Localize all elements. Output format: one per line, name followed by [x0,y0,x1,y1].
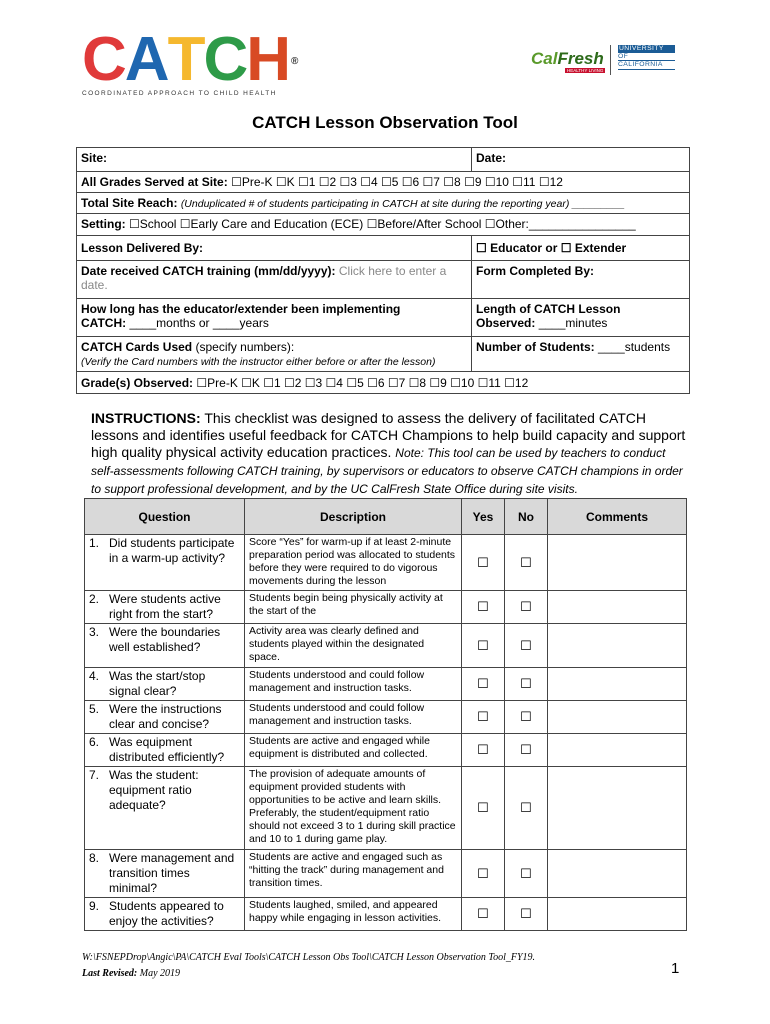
question-text: Were the instructions clear and concise? [109,702,222,731]
calfresh-fresh: Fresh [557,49,604,68]
description-cell: Students laughed, smiled, and appeared happy while engaging in lesson activities. [245,898,462,931]
question-cell [85,535,245,591]
question-number: 8. [89,851,100,865]
catch-logo [82,25,297,97]
setting-options[interactable]: ☐School ☐Early Care and Education (ECE) ☐Before/After School ☐Other:________________ [129,217,636,231]
comments-cell[interactable] [548,535,687,591]
lesson-delivered-label: Lesson Delivered By: [81,241,204,255]
logo-letter-h: H [246,25,289,94]
logo-letter-a: A [124,25,168,94]
lesson-delivered-field[interactable] [77,236,472,261]
question-text: Were management and transition times minimal? [109,851,235,895]
footer-file-path: W:\FSNEPDrop\Angic\PA\CATCH Eval Tools\CATCH Lesson Obs Tool\CATCH Lesson Observation Tool_FY19. [82,952,536,963]
comments-cell[interactable] [548,624,687,668]
yes-checkbox[interactable]: ☐ [462,535,505,591]
description-cell: Activity area was clearly defined and students played within the designated space. [245,624,462,668]
no-checkbox[interactable]: ☐ [505,898,548,931]
no-checkbox[interactable]: ☐ [505,624,548,668]
implementation-length-label: How long has the educator/extender been implementing [81,302,401,316]
description-cell: Students begin being physically activity at the start of the [245,591,462,624]
question-number: 5. [89,702,100,716]
training-date-placeholder[interactable]: Click here to enter a date. [81,264,447,292]
site-label: Site: [81,151,108,165]
last-revised-label: Last Revised: [82,968,138,979]
question-cell [85,701,245,734]
table-row [85,701,687,734]
educator-extender-field[interactable] [472,236,690,261]
cards-used-note: (Verify the Card numbers with the instructor either before or after the lesson) [81,356,436,368]
lesson-observed-label: Observed: [476,316,536,330]
footer [82,950,535,982]
description-cell: The provision of adequate amounts of equipment provided students with opportunities to be active and learn skills. Preferably, the student/equipment ratio should not exceed 3 to 1 during skill practice and 10 to 1 during game play. [245,767,462,850]
description-cell: Score “Yes” for warm-up if at least 2-minute preparation period was allocated to students before they were required to do vigorous movements during the lesson [245,535,462,591]
training-date-field[interactable] [77,261,472,299]
question-cell [85,734,245,767]
site-reach-note: (Unduplicated # of students participating in CATCH at site during the reporting year) _________ [180,198,625,210]
calfresh-badge: HEALTHY LIVING [567,68,604,73]
table-row [85,591,687,624]
last-revised-date: May 2019 [139,968,181,979]
date-field[interactable] [472,148,690,172]
site-info-table [76,147,690,394]
col-description: Description [245,499,462,535]
question-text: Was the student: equipment ratio adequate? [109,768,199,812]
calfresh-uc-logo [531,45,676,75]
table-row [85,767,687,850]
observation-checklist [84,498,687,931]
site-reach-label: Total Site Reach: [81,196,178,210]
grades-served-label: All Grades Served at Site: [81,175,228,189]
lesson-length-label: Length of CATCH Lesson [476,302,621,316]
logo-letter-c: C [82,25,125,94]
yes-checkbox[interactable]: ☐ [462,850,505,898]
comments-cell[interactable] [548,767,687,850]
comments-cell[interactable] [548,591,687,624]
yes-checkbox[interactable]: ☐ [462,898,505,931]
question-text: Students appeared to enjoy the activities? [109,899,224,928]
registered-mark: ® [291,56,297,67]
question-text: Was equipment distributed efficiently? [109,735,225,764]
question-number: 4. [89,669,100,683]
comments-cell[interactable] [548,668,687,701]
yes-checkbox[interactable]: ☐ [462,701,505,734]
grades-observed-label: Grade(s) Observed: [81,375,194,390]
description-cell: Students are active and engaged while equipment is distributed and collected. [245,734,462,767]
cards-used-sub: (specify numbers): [195,340,295,354]
question-cell [85,591,245,624]
logo-letter-c2: C [203,25,247,94]
implementation-length-fill[interactable]: ____months or ____years [129,316,269,330]
table-row [85,535,687,591]
uc-line-2: OF [618,53,675,62]
uc-line-3: CALIFORNIA [618,61,675,70]
implementation-length-field[interactable] [77,299,472,337]
calfresh-wordmark [531,49,604,69]
students-count-field[interactable] [472,337,690,372]
lesson-length-field[interactable] [472,299,690,337]
yes-checkbox[interactable]: ☐ [462,767,505,850]
question-number: 6. [89,735,100,749]
form-completed-label: Form Completed By: [476,264,595,278]
table-row [85,898,687,931]
date-label: Date: [476,151,507,165]
question-text: Were students active right from the start? [109,592,221,621]
question-number: 3. [89,625,100,639]
yes-checkbox[interactable]: ☐ [462,668,505,701]
col-comments: Comments [548,499,687,535]
question-text: Were the boundaries well established? [109,625,221,654]
comments-cell[interactable] [548,898,687,931]
no-checkbox[interactable]: ☐ [505,701,548,734]
educator-extender-options[interactable]: ☐ Educator or ☐ Extender [476,241,627,255]
site-field[interactable] [77,148,472,172]
cards-used-field[interactable] [77,337,472,372]
instructions [91,410,691,498]
grades-served-row[interactable] [77,172,690,193]
description-cell: Students are active and engaged such as “hitting the track” during management and transition times. [245,850,462,898]
logo-divider [610,45,611,75]
question-number: 1. [89,536,100,550]
no-checkbox[interactable]: ☐ [505,668,548,701]
catch-tagline: COORDINATED APPROACH TO CHILD HEALTH [82,90,277,97]
grades-observed-options[interactable]: ☐Pre-K ☐K ☐1 ☐2 ☐3 ☐4 ☐5 ☐6 ☐7 ☐8 ☐9 ☐10 ☐11 ☐12 [196,375,529,390]
table-row [85,850,687,898]
students-count-fill[interactable]: ____students [598,340,671,354]
setting-label: Setting: [81,217,126,231]
grades-observed-row[interactable] [77,372,690,394]
question-text: Was the start/stop signal clear? [109,669,206,698]
lesson-length-fill[interactable]: ____minutes [538,316,608,330]
logo-letter-t: T [167,25,204,94]
instructions-text: This checklist was designed to assess the delivery of facilitated CATCH lessons and identifies useful feedback for CATCH Champions to help build capacity and support high quality physical activity education practices. [91,410,686,460]
question-cell [85,668,245,701]
comments-cell[interactable] [548,734,687,767]
no-checkbox[interactable]: ☐ [505,850,548,898]
question-cell [85,624,245,668]
description-cell: Students understood and could follow management and instruction tasks. [245,701,462,734]
comments-cell[interactable] [548,701,687,734]
no-checkbox[interactable]: ☐ [505,591,548,624]
no-checkbox[interactable]: ☐ [505,767,548,850]
calfresh-cal: Cal [531,49,558,68]
question-number: 7. [89,768,100,782]
question-number: 2. [89,592,100,606]
col-yes: Yes [462,499,505,535]
yes-checkbox[interactable]: ☐ [462,734,505,767]
question-cell [85,767,245,850]
implementation-catch-label: CATCH: [81,316,127,330]
question-cell [85,898,245,931]
table-row [85,624,687,668]
instructions-note: Note: This tool can be used by teachers to conduct self-assessments following CATCH training, by supervisors or educators to observe CATCH champions in order to support professional development, and by the UC CalFresh State Office during site visits. [91,446,683,496]
setting-row[interactable] [77,214,690,236]
page-title: CATCH Lesson Observation Tool [252,113,518,132]
cards-used-label: CATCH Cards Used [81,340,193,354]
col-no: No [505,499,548,535]
description-cell: Students understood and could follow management and instruction tasks. [245,668,462,701]
yes-checkbox[interactable]: ☐ [462,624,505,668]
grades-served-options[interactable]: ☐Pre-K ☐K ☐1 ☐2 ☐3 ☐4 ☐5 ☐6 ☐7 ☐8 ☐9 ☐10 ☐11 ☐12 [231,175,563,189]
no-checkbox[interactable]: ☐ [505,734,548,767]
table-row [85,734,687,767]
col-question: Question [85,499,245,535]
no-checkbox[interactable]: ☐ [505,535,548,591]
question-cell [85,850,245,898]
uc-logo [618,45,675,70]
form-completed-field[interactable] [472,261,690,299]
question-text: Did students participate in a warm-up activity? [109,536,235,565]
site-reach-row[interactable] [77,193,690,214]
instructions-label: INSTRUCTIONS: [91,410,201,426]
training-date-label: Date received CATCH training (mm/dd/yyyy): [81,264,336,278]
page-number: 1 [671,960,680,977]
question-number: 9. [89,899,100,913]
comments-cell[interactable] [548,850,687,898]
table-row [85,668,687,701]
students-count-label: Number of Students: [476,340,595,354]
uc-line-1: UNIVERSITY [618,45,675,53]
yes-checkbox[interactable]: ☐ [462,591,505,624]
